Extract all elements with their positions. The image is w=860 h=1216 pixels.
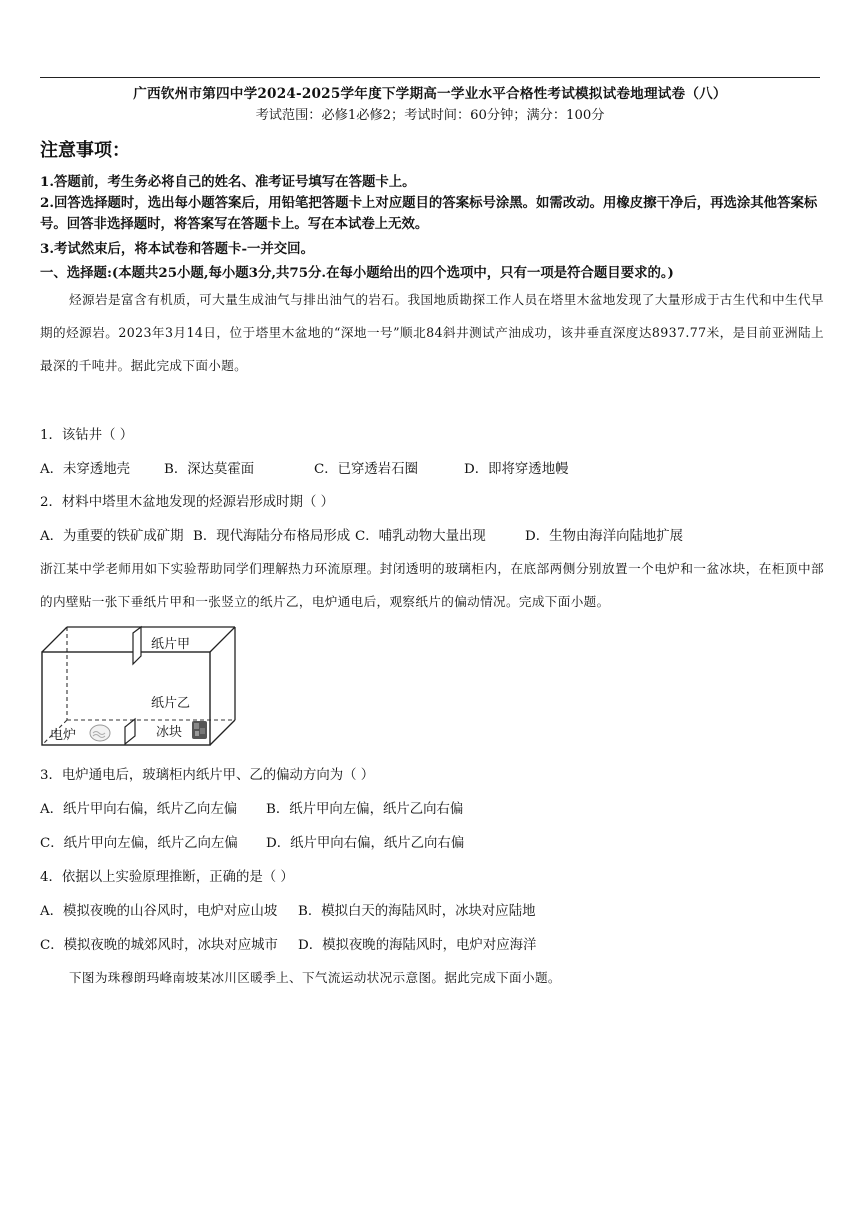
question-2-stem: 2．材料中塔里木盆地发现的烃源岩形成时期（ ） (40, 495, 334, 510)
paper-b-shape (125, 719, 135, 744)
q3-option-c[interactable]: C．纸片甲向左偏，纸片乙向左偏 (40, 836, 238, 851)
q2-option-d[interactable]: D．生物由海洋向陆地扩展 (525, 529, 684, 544)
question-4-options-row-2 (40, 934, 536, 953)
q2-option-c[interactable]: C．哺乳动物大量出现 (355, 529, 486, 544)
q1-option-d[interactable]: D．即将穿透地幔 (464, 462, 569, 477)
q4-option-a[interactable]: A．模拟夜晚的山谷风时，电炉对应山坡 (40, 904, 278, 919)
q4-option-d[interactable]: D．模拟夜晚的海陆风时，电炉对应海洋 (298, 938, 537, 953)
paper-a-label: 纸片甲 (151, 637, 191, 652)
question-3-options-row-2 (40, 832, 464, 851)
question-1-options (40, 458, 568, 477)
exam-title: 广西钦州市第四中学2024-2025学年度下学期高一学业水平合格性考试模拟试卷地理试卷（八） (133, 86, 727, 102)
q3-option-a[interactable]: A．纸片甲向右偏，纸片乙向左偏 (40, 802, 238, 817)
ice-block-icon (192, 721, 207, 739)
experiment-diagram (40, 623, 240, 749)
ice-label: 冰块 (156, 725, 183, 740)
passage-1: 烃源岩是富含有机质，可大量生成油气与排出油气的岩石。我国地质勘探工作人员在塔里木盆地发现了大量形成于古生代和中生代早期的烃源岩。2023年3月14日，位于塔里木盆地的“深地一号”顺北84斜井测试产油成功，该井垂直深度达8937.77米，是目前亚洲陆上最深的千吨井。据此完成下面小题。 (40, 292, 824, 373)
q3-option-b[interactable]: B．纸片甲向左偏，纸片乙向右偏 (266, 802, 464, 817)
notice-item-3: 3.考试然束后，将本试卷和答题卡-一并交回。 (40, 241, 314, 257)
header-rule (40, 77, 820, 78)
section-heading: 一、选择题:(本题共25小题,每小题3分,共75分.在每小题给出的四个选项中，只有一项是符合题目要求的。) (40, 265, 674, 281)
passage-3: 下图为珠穆朗玛峰南坡某冰川区暖季上、下气流运动状况示意图。据此完成下面小题。 (68, 970, 561, 985)
question-4-options-row-1 (40, 900, 535, 919)
q1-option-c[interactable]: C．已穿透岩石圈 (314, 462, 418, 477)
q2-option-a[interactable]: A．为重要的铁矿成矿期 (40, 529, 184, 544)
q1-option-b[interactable]: B．深达莫霍面 (164, 462, 255, 477)
question-1-stem: 1．该钻井（ ） (40, 428, 134, 443)
heater-label: 电炉 (50, 728, 77, 743)
q3-option-d[interactable]: D．纸片甲向右偏，纸片乙向右偏 (266, 836, 465, 851)
passage-2: 浙江某中学老师用如下实验帮助同学们理解热力环流原理。封闭透明的玻璃柜内，在底部两侧分别放置一个电炉和一盆冰块，在柜顶中部的内壁贴一张下垂纸片甲和一张竖立的纸片乙，电炉通电后，观察纸片的偏动情况。完成下面小题。 (40, 561, 824, 609)
exam-subtitle: 考试范围：必修1必修2；考试时间：60分钟；满分：100分 (255, 108, 605, 123)
notice-item-2: 2.回答选择题时，选出每小题答案后，用铅笔把答题卡上对应题目的答案标号涂黑。如需改动。用橡皮擦干净后，再选涂其他答案标号。回答非选择题时，将答案写在答题卡上。写在本试卷上无效。 (40, 195, 818, 232)
q4-option-b[interactable]: B．模拟白天的海陆风时，冰块对应陆地 (298, 904, 536, 919)
notice-heading: 注意事项： (40, 140, 130, 161)
question-3-stem: 3．电炉通电后，玻璃柜内纸片甲、乙的偏动方向为（ ） (40, 768, 375, 783)
question-2-options (40, 525, 683, 544)
question-3-options-row-1 (40, 798, 463, 817)
question-4-stem: 4．依据以上实验原理推断，正确的是（ ） (40, 870, 294, 885)
paper-b-label: 纸片乙 (151, 696, 191, 711)
q1-option-a[interactable]: A．未穿透地壳 (40, 462, 131, 477)
paper-a-shape (133, 627, 141, 664)
heater-icon (90, 725, 110, 741)
q2-option-b[interactable]: B．现代海陆分布格局形成 (193, 529, 351, 544)
notice-item-1: 1.答题前，考生务必将自己的姓名、准考证号填写在答题卡上。 (40, 174, 416, 190)
q4-option-c[interactable]: C．模拟夜晚的城郊风时，冰块对应城市 (40, 938, 278, 953)
